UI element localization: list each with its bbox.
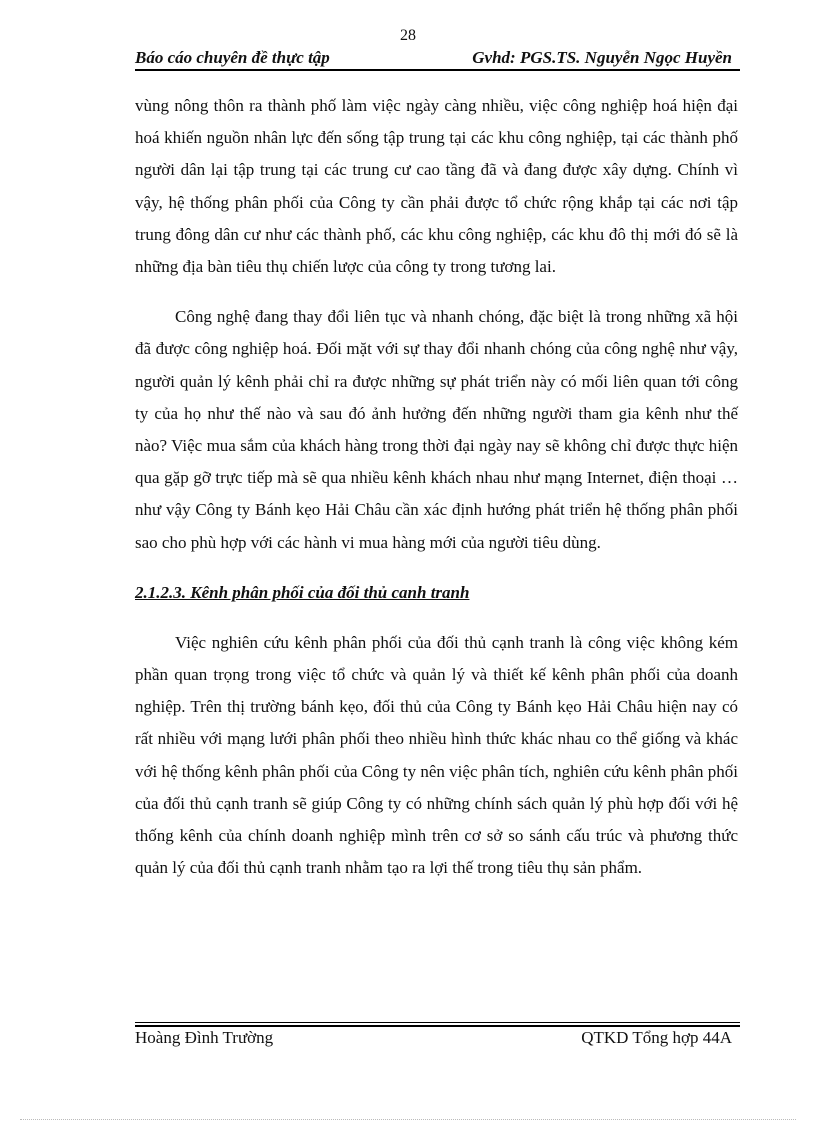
header-advisor: Gvhd: PGS.TS. Nguyễn Ngọc Huyền [472,48,732,67]
header-report-title: Báo cáo chuyên đề thực tập [135,48,330,67]
header-divider [135,69,740,71]
body-paragraph-3: Việc nghiên cứu kênh phân phối của đối thủ cạnh tranh là công việc không kém phần quan trọng trong việc tổ chức và quản lý và thiết kế kênh phân phối của doanh nghiệp. Trên thị trường bánh kẹo, đối thủ của Công ty Bánh kẹo Hải Châu hiện nay có rất nhiều với mạng lưới phân phối theo nhiều hình thức khác nhau co thể giống và khác với hệ thống kênh phân phối của Công ty nên việc phân tích, nghiên cứu kênh phân phối của đối thủ cạnh tranh sẽ giúp Công ty có những chính sách quản lý phù hợp đối với hệ thống kênh của chính doanh nghiệp mình trên cơ sở so sánh cấu trúc và phương thức quản lý của đối thủ cạnh tranh nhằm tạo ra lợi thế trong tiêu thụ sản phẩm. [135,632,738,878]
footer-author: Hoàng Đình Trường [135,1028,274,1047]
page-edge-dotted-line [20,1119,796,1120]
paragraph-spacer [135,609,738,627]
section-heading: 2.1.2.3. Kênh phân phối của đối thủ canh tranh [135,582,470,602]
footer-divider-thin [135,1022,740,1023]
body-paragraph-1: vùng nông thôn ra thành phố làm việc ngày càng nhiều, việc công nghiệp hoá hiện đại hoá khiến nguồn nhân lực đến sống tập trung tại các khu công nghiệp, tại các thành phố người dân lại tập trung tại các trung cư cao tầng đã và đang được xây dựng. Chính vì vậy, hệ thống phân phối của Công ty cần phải được tổ chức rộng khắp tại các nơi tập trung đông dân cư như các thành phố, các khu công nghiệp, các khu đô thị mới đó sẽ là những địa bàn tiêu thụ chiến lược của công ty trong tương lai. [135,96,738,277]
paragraph-spacer [135,283,738,301]
page-body [135,90,738,884]
page-footer [135,1027,738,1049]
page-header [135,47,738,69]
footer-class: QTKD Tổng hợp 44A [581,1028,732,1047]
page-number: 28 [400,27,416,44]
body-paragraph-2: Công nghệ đang thay đổi liên tục và nhanh chóng, đặc biệt là trong những xã hội đã được công nghiệp hoá. Đối mặt với sự thay đổi nhanh chóng của công nghệ như vậy, người quản lý kênh phải chỉ ra được những sự phát triển này có mối liên quan tới công ty của họ như thế nào và sau đó ảnh hưởng đến những người tham gia kênh như thế nào? Việc mua sắm của khách hàng trong thời đại ngày nay sẽ không chỉ được thực hiện qua gặp gỡ trực tiếp mà sẽ qua nhiều kênh khách nhau như mạng Internet, điện thoại … như vậy Công ty Bánh kẹo Hải Châu cần xác định hướng phát triển hệ thống phân phối sao cho phù hợp với các hành vi mua hàng mới của người tiêu dùng. [135,307,738,552]
paragraph-spacer [135,559,738,577]
